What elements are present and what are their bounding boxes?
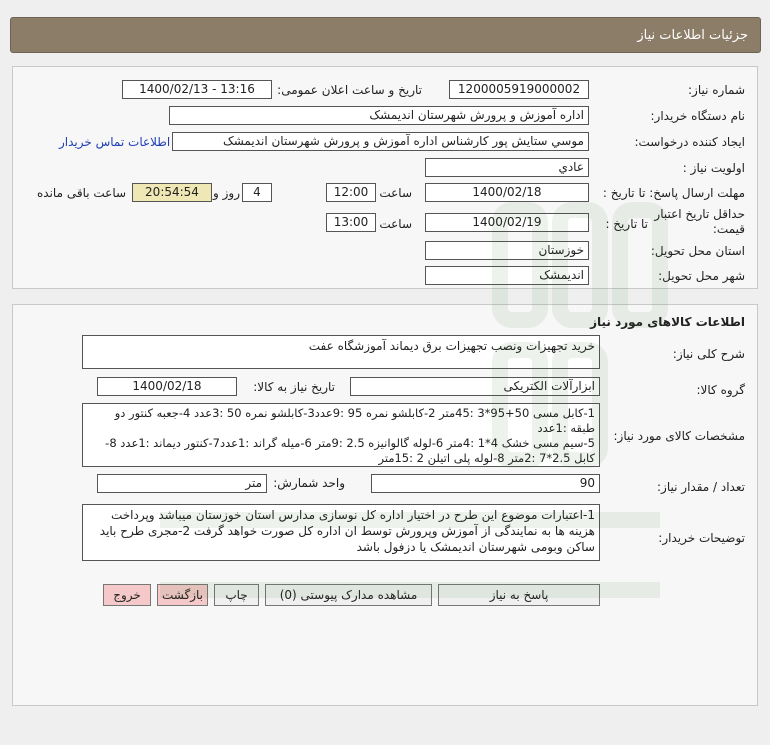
need-number-field: 1200005919000002 <box>449 80 589 99</box>
priority-label: اولویت نیاز : <box>682 161 745 175</box>
deadline-time-label: ساعت <box>379 186 412 200</box>
need-date-field: 1400/02/18 <box>97 377 237 396</box>
remaining-time-field: 20:54:54 <box>132 183 212 202</box>
announce-field: 1400/02/13 - 13:16 <box>122 80 272 99</box>
validity-date-field: 1400/02/19 <box>425 213 589 232</box>
unit-label: واحد شمارش: <box>273 476 345 490</box>
days-field: 4 <box>242 183 272 202</box>
buyer-contact-link[interactable]: اطلاعات تماس خریدار <box>59 135 171 149</box>
qty-label: تعداد / مقدار نیاز: <box>657 480 745 494</box>
validity-time-label: ساعت <box>379 217 412 231</box>
province-label: استان محل تحویل: <box>650 244 745 258</box>
need-number-label: شماره نیاز: <box>688 83 745 97</box>
validity-label: حداقل تاریخ اعتبار قیمت: <box>654 207 745 236</box>
print-button[interactable]: چاپ <box>214 584 259 606</box>
back-button[interactable]: بازگشت <box>157 584 208 606</box>
days-label: روز و <box>213 186 240 200</box>
notes-field: 1-اعتبارات موضوع این طرح در اختیار اداره کل نوسازی مدارس استان خوزستان میباشد وپرداخت هزینه ها به نمایندگی از آموزش وپرورش توسط ان اداره کل صورت خواهد گرفت 2-مجری طرح باید ساکن وبومی شهرستان اندیمشک یا دزفول باشد <box>82 504 600 561</box>
need-date-label: تاریخ نیاز به کالا: <box>253 380 335 394</box>
validity-sub-label: تا تاریخ : <box>605 217 648 231</box>
deadline-date-field: 1400/02/18 <box>425 183 589 202</box>
page-header <box>10 17 761 53</box>
group-label: گروه کالا: <box>696 383 745 397</box>
desc-field: خرید تجهیزات ونصب تجهیزات برق دیماند آموزشگاه عفت <box>82 335 600 369</box>
need-info-panel <box>12 66 758 289</box>
priority-field: عادي <box>425 158 589 177</box>
qty-field: 90 <box>371 474 600 493</box>
group-field: ابزارآلات الکتریکی <box>350 377 600 396</box>
goods-panel <box>12 304 758 706</box>
remaining-label: ساعت باقی مانده <box>37 186 127 200</box>
exit-button[interactable]: خروج <box>103 584 151 606</box>
spec-field: 1-کابل مسی 50+95*3 :45متر 2-کابلشو نمره 95 :9عدد3-کابلشو نمره 50 :3عدد 4-جعبه کنتور دو طبقه :1عدد 5-سیم مسی خشک 4*1 :4متر 6-لوله گالوانیزه 2.5 :9متر 6-میله گراند :1عدد7-کنتور دیماند :1عدد 8-کابل 2.5*7 :2متر 8-لوله پلی اتیلن 2 :15متر <box>82 403 600 467</box>
spec-label: مشخصات کالای مورد نیاز: <box>613 429 745 443</box>
city-field: اندیمشک <box>425 266 589 285</box>
attachments-button[interactable]: مشاهده مدارک پیوستی (0) <box>265 584 432 606</box>
buyer-field: اداره آموزش و پرورش شهرستان اندیمشک <box>169 106 589 125</box>
province-field: خوزستان <box>425 241 589 260</box>
buyer-label: نام دستگاه خریدار: <box>650 109 745 123</box>
requester-label: ایجاد کننده درخواست: <box>634 135 745 149</box>
deadline-label: مهلت ارسال پاسخ: تا تاریخ : <box>602 186 745 200</box>
desc-label: شرح کلی نیاز: <box>672 347 745 361</box>
announce-label: تاریخ و ساعت اعلان عمومی: <box>277 83 422 97</box>
validity-time-field: 13:00 <box>326 213 376 232</box>
deadline-time-field: 12:00 <box>326 183 376 202</box>
city-label: شهر محل تحویل: <box>658 269 745 283</box>
reply-button[interactable]: پاسخ به نیاز <box>438 584 600 606</box>
requester-field: موسي ستايش پور كارشناس اداره آموزش و پرورش شهرستان اندیمشک <box>172 132 589 151</box>
goods-section-title: اطلاعات کالاهای مورد نیاز <box>590 315 745 329</box>
notes-label: توضیحات خریدار: <box>658 531 745 545</box>
unit-field: متر <box>97 474 267 493</box>
page-title: جزئیات اطلاعات نیاز <box>637 28 748 43</box>
